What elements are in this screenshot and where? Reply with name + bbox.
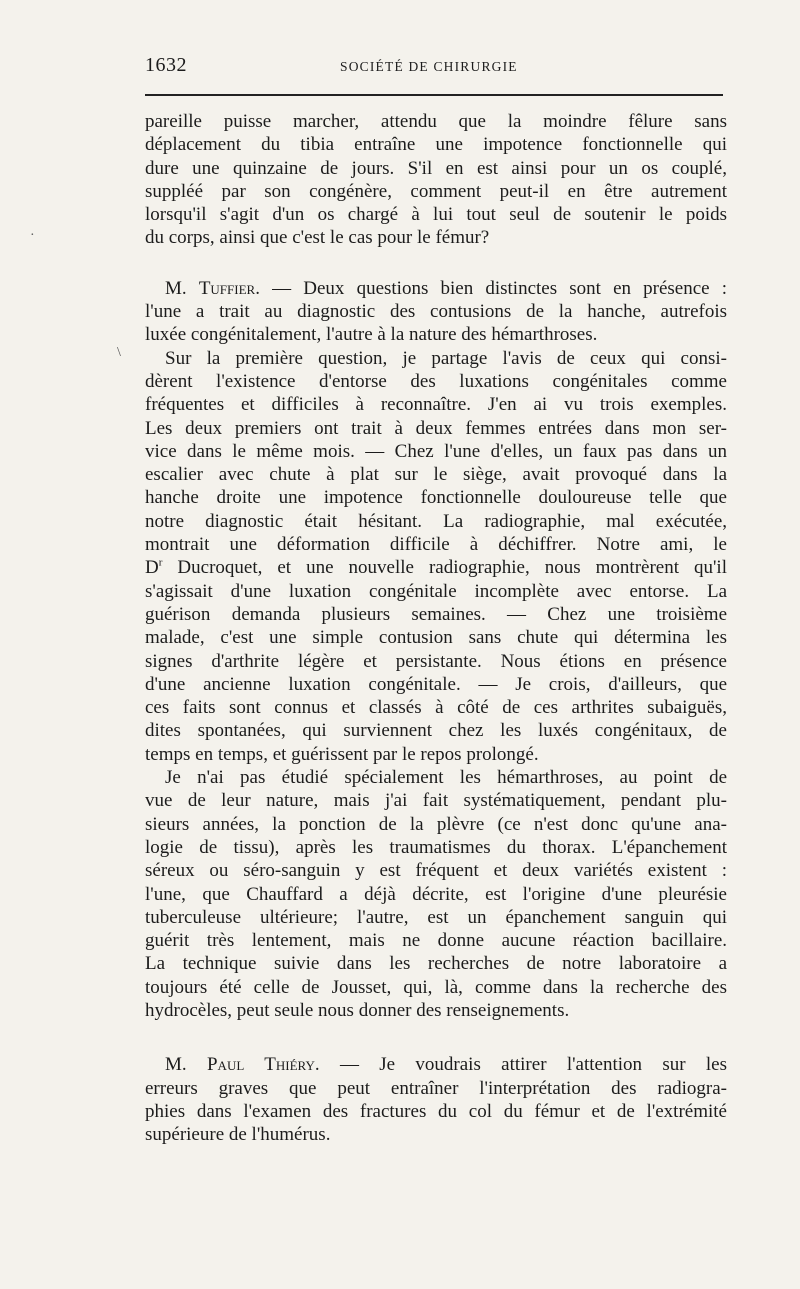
text-line: d'une ancienne luxation congénitale. — Je crois, d'ailleurs, que [145, 673, 727, 695]
speaker-statement: — Je voudrais attirer l'attention sur les [339, 1054, 728, 1076]
text-line: supérieure de l'humérus. [145, 1124, 331, 1146]
text-line: logie de tissu), après les traumatismes du thorax. L'épanchement [145, 836, 727, 858]
paragraph-continuation [145, 110, 727, 250]
text-line: dites spontanées, qui surviennent chez les luxés congénitaux, de [145, 720, 727, 742]
page-header [145, 54, 725, 82]
paragraph-gap [145, 250, 727, 277]
speaker-line [145, 277, 727, 300]
margin-dot-mark: · [30, 228, 35, 243]
text-line: malade, c'est une simple contusion sans chute qui détermina les [145, 627, 727, 649]
speaker-name: Paul Thiéry. [206, 1054, 320, 1076]
text-line: suppléé par son congénère, comment peut-il en être autrement [145, 180, 727, 202]
text-line: hydrocèles, peut seule nous donner des renseignements. [145, 999, 570, 1021]
text-line: sieurs années, la ponction de la plèvre (ce n'est donc qu'une ana- [145, 813, 727, 835]
text-line: montrait une déformation difficile à déchiffrer. Notre ami, le [145, 534, 727, 556]
text-line: Je n'ai pas étudié spécialement les hémarthroses, au point de [165, 767, 727, 789]
text-line: phies dans l'examen des fractures du col du fémur et de l'extrémité [145, 1100, 727, 1122]
speaker-title: M. [165, 1054, 187, 1076]
text-line: erreurs graves que peut entraîner l'interprétation des radiogra- [145, 1077, 727, 1099]
speaker-line [145, 1053, 727, 1076]
page-number: 1632 [145, 54, 187, 76]
text-line: pareille puisse marcher, attendu que la moindre fêlure sans [145, 111, 727, 132]
paragraph-hemarthroses [145, 766, 727, 1022]
doctor-abbrev: D [145, 557, 159, 579]
doctor-line-rest: Ducroquet, et une nouvelle radiographie, nous montrèrent qu'il [162, 557, 727, 579]
text-line: guérison demanda plusieurs semaines. — Chez une troisième [145, 603, 727, 625]
text-line: vue de leur nature, mais j'ai fait systématiquement, pendant plu- [145, 790, 727, 812]
text-line: luxée congénitalement, l'autre à la nature des hémarthroses. [145, 324, 598, 346]
header-rule [145, 94, 723, 96]
text-line: escalier avec chute à plat sur le siège, avait provoqué dans la [145, 464, 727, 486]
text-line: notre diagnostic était hésitant. La radiographie, mal exécutée, [145, 510, 727, 532]
thiery-intervention [145, 1053, 727, 1146]
text-line: toujours été celle de Jousset, qui, là, comme dans la recherche des [145, 976, 727, 998]
text-line: signes d'arthrite légère et persistante. Nous étions en présence [145, 650, 727, 672]
text-line: Les deux premiers ont trait à deux femmes entrées dans mon ser- [145, 417, 727, 439]
text-line: l'une, que Chauffard a déjà décrite, est l'origine d'une pleurésie [145, 883, 727, 905]
margin-tick-mark: \ [117, 345, 121, 360]
text-line: La technique suivie dans les recherches de notre laboratoire a [145, 953, 727, 975]
speaker-name: Tuffier. [198, 277, 260, 299]
tuffier-intervention [145, 277, 727, 347]
text-line: tuberculeuse ultérieure; l'autre, est un épanchement sanguin qui [145, 906, 727, 928]
text-line: dure une quinzaine de jours. S'il en est ainsi pour un os couplé, [145, 157, 727, 179]
paragraph-gap [145, 1022, 727, 1053]
text-line: temps en temps, et guérissent par le repos prolongé. [145, 743, 539, 765]
text-line: fréquentes et difficiles à reconnaître. J'en ai vu trois exemples. [145, 394, 727, 416]
speaker-statement: — Deux questions bien distinctes sont en présence : [272, 277, 728, 299]
speaker-title: M. [165, 277, 187, 299]
doctor-abbrev-sup: r [158, 557, 163, 570]
text-line: l'une a trait au diagnostic des contusions de la hanche, autrefois [145, 301, 727, 323]
body-text [145, 110, 727, 1146]
text-line: Sur la première question, je partage l'avis de ceux qui consi- [165, 347, 727, 369]
running-head: SOCIÉTÉ DE CHIRURGIE [340, 59, 518, 74]
text-line: dèrent l'existence d'entorse des luxations congénitales comme [145, 370, 727, 392]
text-line: déplacement du tibia entraîne une impotence fonctionnelle qui [145, 134, 727, 156]
text-line: séreux ou séro-sanguin y est fréquent et deux variétés existent : [145, 860, 727, 882]
text-line: hanche droite une impotence fonctionnelle douloureuse telle que [145, 487, 727, 509]
paragraph-first-question [145, 347, 727, 766]
text-line: vice dans le même mois. — Chez l'une d'elles, un faux pas dans un [145, 440, 727, 462]
text-line [145, 556, 727, 579]
text-line: ces faits sont connus et classés à côté de ces arthrites subaiguës, [145, 697, 727, 719]
text-line: lorsqu'il s'agit d'un os chargé à lui tout seul de soutenir le poids [145, 204, 727, 226]
text-line: s'agissait d'une luxation congénitale incomplète avec entorse. La [145, 580, 727, 602]
text-line: du corps, ainsi que c'est le cas pour le fémur? [145, 227, 490, 249]
text-line: guérit très lentement, mais ne donne aucune réaction bacillaire. [145, 930, 727, 952]
